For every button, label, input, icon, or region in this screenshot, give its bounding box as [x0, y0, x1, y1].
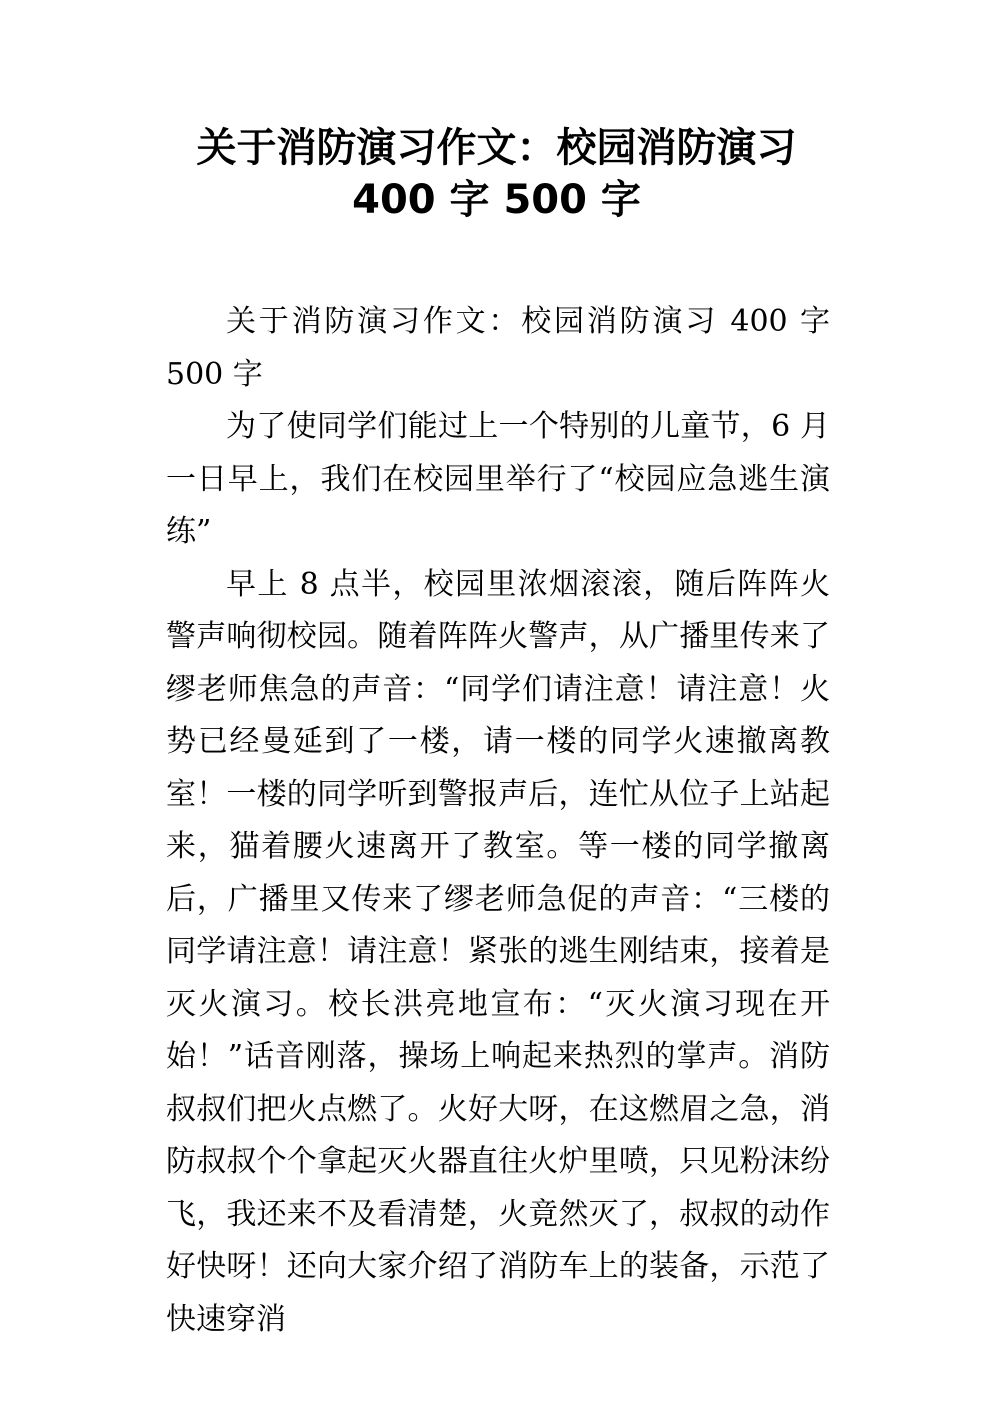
paragraph-3: 早上 8 点半，校园里浓烟滚滚，随后阵阵火警声响彻校园。随着阵阵火警声，从广播里传来了缪老师焦急的声音：“同学们请注意！请注意！火势已经曼延到了一楼，请一楼的同学火速撤离教室！一楼的同学听到警报声后，连忙从位子上站起来，猫着腰火速离开了教室。等一楼的同学撤离后，广播里又传来了缪老师急促的声音：“三楼的同学请注意！请注意！紧张的逃生刚结束，接着是灭火演习。校长洪亮地宣布：“灭火演习现在开始！”话音刚落，操场上响起来热烈的掌声。消防叔叔们把火点燃了。火好大呀，在这燃眉之急，消防叔叔个个拿起灭火器直往火炉里喷，只见粉沫纷飞，我还来不及看清楚，火竟然灭了，叔叔的动作好快呀！还向大家介绍了消防车上的装备，示范了快速穿消 — [166, 566, 830, 1337]
paragraph-2: 为了使同学们能过上一个特别的儿童节，6 月一日早上，我们在校园里举行了“校园应急逃生演练” — [166, 409, 830, 549]
title-line-1: 关于消防演习作文：校园消防演习 — [196, 125, 797, 171]
document-title — [120, 122, 873, 226]
paragraph-1: 关于消防演习作文：校园消防演习 400 字 500 字 — [166, 304, 830, 392]
title-line-2: 400 字 500 字 — [352, 177, 641, 223]
document-body — [166, 296, 830, 1346]
